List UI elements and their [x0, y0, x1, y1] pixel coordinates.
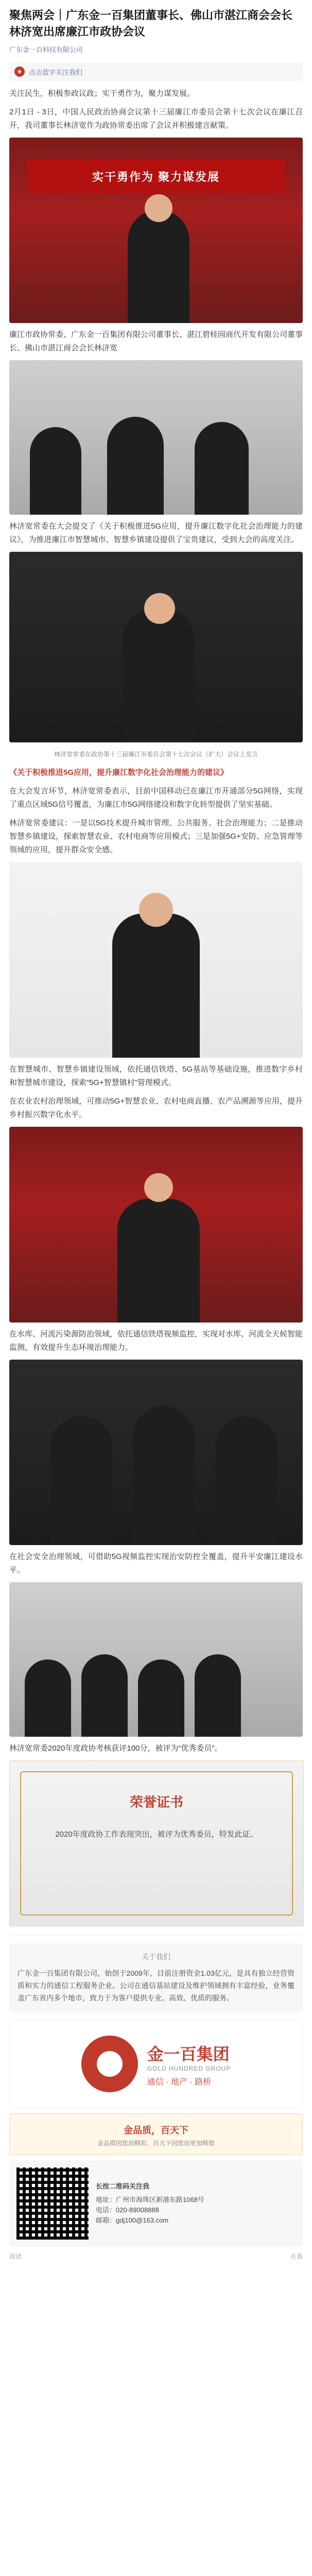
promo-banner — [9, 2113, 303, 2155]
photo-podium — [9, 1127, 303, 1323]
paragraph-smart-city: 在智慧城市、智慧乡镇建设领域，依托通信铁塔、5G基站等基础设施，推进数字乡村和智慧城市建设，探索“5G+智慧镇村”管理模式。 — [9, 1065, 303, 1087]
photo-speech — [9, 552, 303, 742]
account-name-link[interactable]: 广东金一百科技有限公司 — [9, 46, 83, 54]
person-silhouette — [50, 1416, 112, 1545]
photo-meeting-hall — [9, 360, 303, 515]
company-phone: 电话：020-89008888 — [96, 2206, 159, 2214]
company-logo — [9, 2020, 303, 2108]
person-silhouette — [123, 608, 195, 742]
follow-text: 点击蓝字关注我们 — [29, 68, 83, 76]
photo-conference-banner — [9, 138, 303, 323]
logo-slogan: 通信 · 地产 · 路桥 — [147, 2077, 212, 2087]
follow-prompt[interactable] — [9, 62, 303, 81]
photo-audience — [9, 1582, 303, 1737]
paragraph-speech: 在大会发言环节，林济宽常委表示，目前中国移动已在廉江市开通部分5G网络，实现了重点区域5G信号覆盖，为廉江市5G网络建设和数字化转型提供了坚实基础。 — [9, 787, 303, 809]
logo-text — [147, 2041, 231, 2087]
paragraph-intro: 关注民生，积极参政议政；实干勇作为，聚力谋发展。 — [9, 89, 195, 98]
certificate-text: 2020年度政协工作表现突出，被评为优秀委员，特发此证。 — [55, 1830, 258, 1839]
paragraph-agriculture: 在农业农村治理领域，可推动5G+智慧农业、农村电商直播、农产品溯源等应用，提升乡村振兴数字化水平。 — [9, 1097, 303, 1119]
paragraph-suggestions: 林济宽常委建议：一是以5G技术提升城市管理、公共服务、社会治理能力；二是推动智慧乡镇建设，探索智慧农业、农村电商等应用模式；三是加强5G+安防、应急管理等领域的应用，提升群众安全感。 — [9, 819, 303, 854]
person-silhouette — [138, 1659, 184, 1737]
paragraph-security: 在社会安全治理领域，可借助5G视频监控实现治安防控全覆盖，提升平安廉江建设水平。 — [9, 1552, 303, 1574]
person-silhouette — [117, 1199, 200, 1323]
qr-title: 长按二维码关注我 — [96, 2182, 150, 2190]
read-count: 阅读 — [9, 2253, 22, 2260]
about-heading: 关于我们 — [142, 1953, 170, 1961]
paragraph-award: 林济宽常委2020年度政协考核获评100分，被评为“优秀委员”。 — [9, 1744, 222, 1753]
logo-icon — [81, 2036, 138, 2092]
promo-subtitle: 金品质因您而精彩，百天下因您而更加辉煌 — [97, 2140, 215, 2147]
company-about — [9, 1943, 303, 2012]
paragraph-environment: 在水库、河流污染源防治领域，依托通信铁塔视频监控，实现对水库、河流全天候智能监测，有效提升生态环境治理能力。 — [9, 1330, 303, 1352]
promo-title: 金品质，百天下 — [124, 2125, 188, 2136]
paragraph-meeting: 2月1日 - 3日，中国人民政治协商会议第十三届廉江市委员会第十七次会议在廉江召开，我司董事长林济宽作为政协常委出席了会议并积极建言献策。 — [9, 108, 303, 130]
qr-code[interactable] — [16, 2167, 89, 2240]
person-head — [144, 593, 175, 624]
bottom-actions — [9, 2252, 303, 2261]
person-silhouette — [30, 427, 81, 515]
person-head — [144, 1173, 173, 1202]
photo-portrait — [9, 862, 303, 1058]
qr-section — [9, 2160, 303, 2247]
logo-cn: 金一百集团 — [147, 2044, 230, 2063]
person-silhouette — [112, 913, 200, 1058]
paragraph-title-chairman: 廉江市政协常委、广东金一百集团有限公司董事长、湛江碧桂园商代开发有限公司董事长、佛山市湛江商会会长林济宽 — [9, 330, 303, 352]
section-title: 《关于积极推进5G应用，提升廉江数字化社会治理能力的建议》 — [9, 768, 229, 777]
certificate-image — [9, 1760, 304, 1926]
person-silhouette — [133, 1406, 195, 1545]
person-silhouette — [107, 417, 164, 515]
logo-en: GOLD HUNDRED GROUP — [147, 2064, 231, 2072]
person-silhouette — [128, 210, 189, 323]
person-silhouette — [195, 1654, 241, 1737]
banner — [27, 160, 285, 193]
photo-group-standing — [9, 1360, 303, 1545]
follow-icon: ★ — [14, 66, 25, 77]
person-head — [139, 893, 173, 927]
person-silhouette — [25, 1659, 71, 1737]
photo-caption: 林济宽常委在政协第十三届廉江市委员会第十七次会议（扩大）会议上发言 — [54, 751, 258, 758]
person-head — [145, 194, 172, 222]
person-silhouette — [81, 1654, 128, 1737]
qr-info — [96, 2181, 204, 2226]
banner-text: 实干勇作为 聚力谋发展 — [92, 171, 220, 184]
paragraph-proposal: 林济宽常委在大会提交了《关于积极推进5G应用，提升廉江数字化社会治理能力的建议》，为推进廉江市智慧城市、智慧乡镇建设提供了宝贵建议，受到大会的高度关注。 — [9, 522, 303, 544]
article-title: 聚焦两会｜广东金一百集团董事长、佛山市湛江商会会长林济宽出席廉江市政协会议 — [9, 9, 293, 38]
company-email: 邮箱：gdj100@163.com — [96, 2216, 169, 2224]
certificate-title: 荣誉证书 — [129, 1794, 183, 1810]
about-text: 广东金一百集团有限公司，始创于2009年，目前注册资金1.03亿元，是具有独立经营资质和实力的通信工程服务企业。公司在通信基站建设及维护领域拥有丰富经验，业务覆盖广东省内多个地市，致力于为客户提供专业、高效、优质的服务。 — [18, 1969, 294, 2002]
article-header — [0, 0, 312, 58]
watch-button[interactable]: 在看 — [290, 2253, 303, 2260]
person-silhouette — [195, 422, 249, 515]
article-body — [0, 87, 312, 1926]
person-silhouette — [215, 1416, 277, 1545]
company-address: 地址：广州市海珠区新港东路1068号 — [96, 2196, 204, 2204]
